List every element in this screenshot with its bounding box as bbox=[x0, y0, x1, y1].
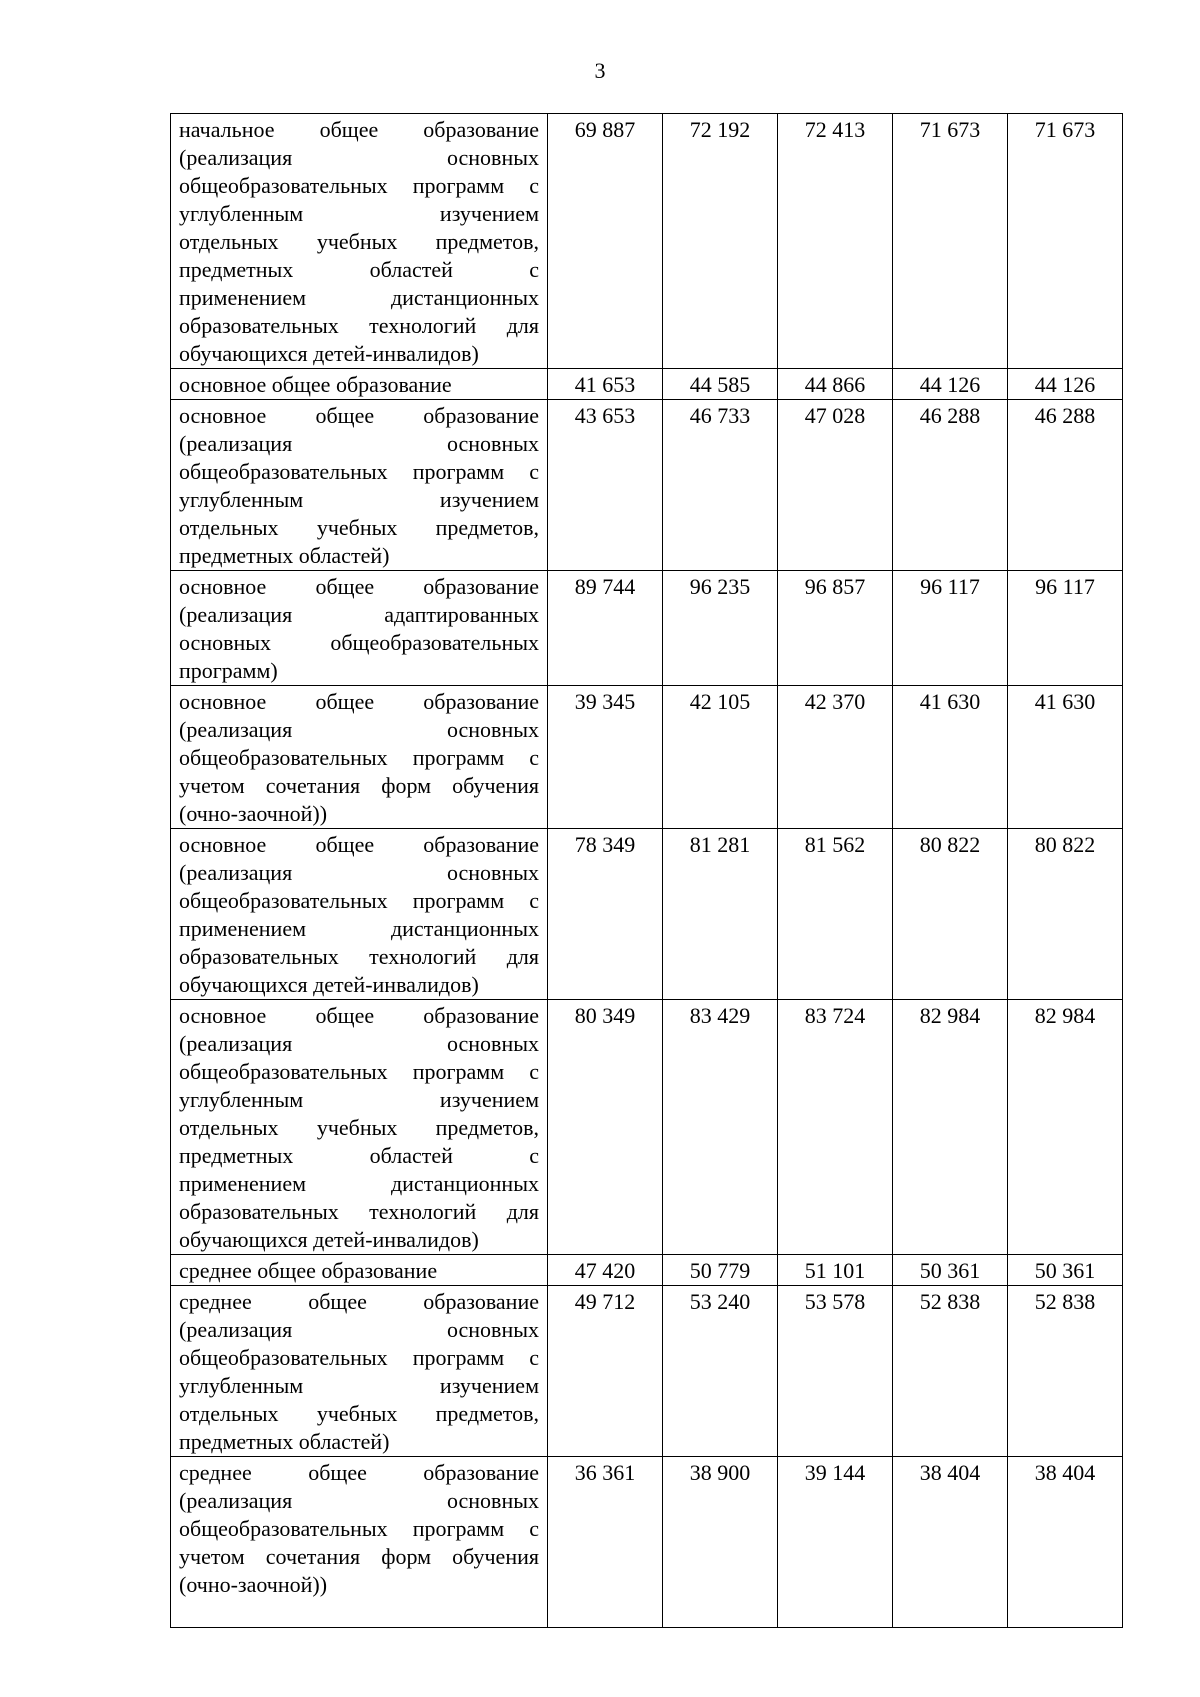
value-cell: 41 630 bbox=[1008, 686, 1123, 829]
row-label-line: образовательных технологий для bbox=[179, 944, 539, 969]
value-cell: 44 585 bbox=[663, 369, 778, 400]
value-cell: 41 653 bbox=[548, 369, 663, 400]
row-label-line: отдельных учебных предметов, bbox=[179, 1401, 539, 1426]
row-label-line: (реализация основных bbox=[179, 1317, 539, 1342]
row-label-line: углубленным изучением bbox=[179, 1087, 539, 1112]
row-label-line: предметных областей) bbox=[179, 1429, 390, 1454]
row-label-line: предметных областей с bbox=[179, 257, 539, 282]
row-label-line: общеобразовательных программ с bbox=[179, 1345, 539, 1370]
value-cell: 39 144 bbox=[778, 1457, 893, 1628]
value-cell: 80 822 bbox=[893, 829, 1008, 1000]
row-label-line: отдельных учебных предметов, bbox=[179, 229, 539, 254]
row-label-line: (очно-заочной)) bbox=[179, 801, 328, 826]
row-label-line: общеобразовательных программ с bbox=[179, 173, 539, 198]
row-label-line: предметных областей с bbox=[179, 1143, 539, 1168]
value-cell: 36 361 bbox=[548, 1457, 663, 1628]
row-label-line: общеобразовательных программ с bbox=[179, 888, 539, 913]
value-cell: 72 413 bbox=[778, 114, 893, 369]
row-label-line: (реализация основных bbox=[179, 860, 539, 885]
row-label-line: основное общее образование bbox=[179, 372, 452, 397]
cost-table bbox=[170, 113, 1123, 1628]
row-label-cell bbox=[171, 114, 548, 369]
value-cell: 52 838 bbox=[1008, 1286, 1123, 1457]
value-cell: 96 117 bbox=[1008, 571, 1123, 686]
row-label-line: (реализация основных bbox=[179, 1031, 539, 1056]
table-row bbox=[171, 114, 1123, 369]
row-label-line: применением дистанционных bbox=[179, 1171, 539, 1196]
value-cell: 83 724 bbox=[778, 1000, 893, 1255]
row-label-line: отдельных учебных предметов, bbox=[179, 1115, 539, 1140]
value-cell: 38 900 bbox=[663, 1457, 778, 1628]
row-label-line: применением дистанционных bbox=[179, 916, 539, 941]
value-cell: 81 562 bbox=[778, 829, 893, 1000]
row-label-line: (реализация основных bbox=[179, 717, 539, 742]
table-row bbox=[171, 1000, 1123, 1255]
row-label-line: обучающихся детей-инвалидов) bbox=[179, 341, 479, 366]
row-label-cell bbox=[171, 1255, 548, 1286]
row-label-cell bbox=[171, 686, 548, 829]
table-row bbox=[171, 571, 1123, 686]
value-cell: 53 240 bbox=[663, 1286, 778, 1457]
value-cell: 82 984 bbox=[893, 1000, 1008, 1255]
row-label-line: основное общее образование bbox=[179, 1003, 539, 1028]
value-cell: 80 349 bbox=[548, 1000, 663, 1255]
row-label-line: программ) bbox=[179, 658, 278, 683]
value-cell: 89 744 bbox=[548, 571, 663, 686]
value-cell: 44 866 bbox=[778, 369, 893, 400]
row-label-line: основное общее образование bbox=[179, 689, 539, 714]
row-label-line: (реализация основных bbox=[179, 1488, 539, 1513]
row-label-line: отдельных учебных предметов, bbox=[179, 515, 539, 540]
value-cell: 96 117 bbox=[893, 571, 1008, 686]
value-cell: 42 105 bbox=[663, 686, 778, 829]
table-row bbox=[171, 686, 1123, 829]
value-cell: 47 420 bbox=[548, 1255, 663, 1286]
value-cell: 71 673 bbox=[1008, 114, 1123, 369]
value-cell: 50 779 bbox=[663, 1255, 778, 1286]
value-cell: 51 101 bbox=[778, 1255, 893, 1286]
value-cell: 96 857 bbox=[778, 571, 893, 686]
table-row bbox=[171, 1286, 1123, 1457]
row-label-line: основное общее образование bbox=[179, 403, 539, 428]
row-label-line: учетом сочетания форм обучения bbox=[179, 1544, 539, 1569]
row-label-cell bbox=[171, 1000, 548, 1255]
value-cell: 46 288 bbox=[893, 400, 1008, 571]
value-cell: 78 349 bbox=[548, 829, 663, 1000]
row-label-line: среднее общее образование bbox=[179, 1289, 539, 1314]
row-label-line: общеобразовательных программ с bbox=[179, 1516, 539, 1541]
value-cell: 49 712 bbox=[548, 1286, 663, 1457]
row-label-cell bbox=[171, 829, 548, 1000]
value-cell: 80 822 bbox=[1008, 829, 1123, 1000]
row-label-line: образовательных технологий для bbox=[179, 313, 539, 338]
value-cell: 38 404 bbox=[1008, 1457, 1123, 1628]
value-cell: 42 370 bbox=[778, 686, 893, 829]
row-label-cell bbox=[171, 369, 548, 400]
row-label-line: основное общее образование bbox=[179, 832, 539, 857]
row-label-cell bbox=[171, 1286, 548, 1457]
row-label-cell bbox=[171, 571, 548, 686]
value-cell: 50 361 bbox=[893, 1255, 1008, 1286]
row-label-line: (очно-заочной)) bbox=[179, 1572, 328, 1597]
row-label-line: углубленным изучением bbox=[179, 1373, 539, 1398]
value-cell: 44 126 bbox=[1008, 369, 1123, 400]
row-label-line: обучающихся детей-инвалидов) bbox=[179, 972, 479, 997]
row-label-line: (реализация основных bbox=[179, 431, 539, 456]
value-cell: 46 733 bbox=[663, 400, 778, 571]
table-row bbox=[171, 1457, 1123, 1628]
value-cell: 47 028 bbox=[778, 400, 893, 571]
row-label-line: (реализация адаптированных bbox=[179, 602, 539, 627]
row-label-line: предметных областей) bbox=[179, 543, 390, 568]
row-label-line: (реализация основных bbox=[179, 145, 539, 170]
value-cell: 39 345 bbox=[548, 686, 663, 829]
row-label-line: учетом сочетания форм обучения bbox=[179, 773, 539, 798]
value-cell: 69 887 bbox=[548, 114, 663, 369]
row-label-line: среднее общее образование bbox=[179, 1258, 438, 1283]
row-label-line: основных общеобразовательных bbox=[179, 630, 539, 655]
value-cell: 96 235 bbox=[663, 571, 778, 686]
value-cell: 46 288 bbox=[1008, 400, 1123, 571]
row-label-cell bbox=[171, 1457, 548, 1628]
row-label-line: начальное общее образование bbox=[179, 117, 539, 142]
row-label-line: общеобразовательных программ с bbox=[179, 459, 539, 484]
row-label-line: применением дистанционных bbox=[179, 285, 539, 310]
table-row bbox=[171, 400, 1123, 571]
value-cell: 53 578 bbox=[778, 1286, 893, 1457]
value-cell: 83 429 bbox=[663, 1000, 778, 1255]
value-cell: 72 192 bbox=[663, 114, 778, 369]
value-cell: 38 404 bbox=[893, 1457, 1008, 1628]
row-label-cell bbox=[171, 400, 548, 571]
row-label-line: обучающихся детей-инвалидов) bbox=[179, 1227, 479, 1252]
table-row bbox=[171, 1255, 1123, 1286]
row-label-line: общеобразовательных программ с bbox=[179, 1059, 539, 1084]
value-cell: 44 126 bbox=[893, 369, 1008, 400]
table-body bbox=[171, 114, 1123, 1628]
value-cell: 71 673 bbox=[893, 114, 1008, 369]
row-label-line: среднее общее образование bbox=[179, 1460, 539, 1485]
table-row bbox=[171, 369, 1123, 400]
value-cell: 41 630 bbox=[893, 686, 1008, 829]
table-row bbox=[171, 829, 1123, 1000]
row-label-line: углубленным изучением bbox=[179, 201, 539, 226]
value-cell: 82 984 bbox=[1008, 1000, 1123, 1255]
row-label-line: основное общее образование bbox=[179, 574, 539, 599]
row-label-line: углубленным изучением bbox=[179, 487, 539, 512]
row-label-line: образовательных технологий для bbox=[179, 1199, 539, 1224]
value-cell: 43 653 bbox=[548, 400, 663, 571]
row-label-line: общеобразовательных программ с bbox=[179, 745, 539, 770]
page-number: 3 bbox=[594, 58, 606, 83]
value-cell: 50 361 bbox=[1008, 1255, 1123, 1286]
value-cell: 81 281 bbox=[663, 829, 778, 1000]
value-cell: 52 838 bbox=[893, 1286, 1008, 1457]
